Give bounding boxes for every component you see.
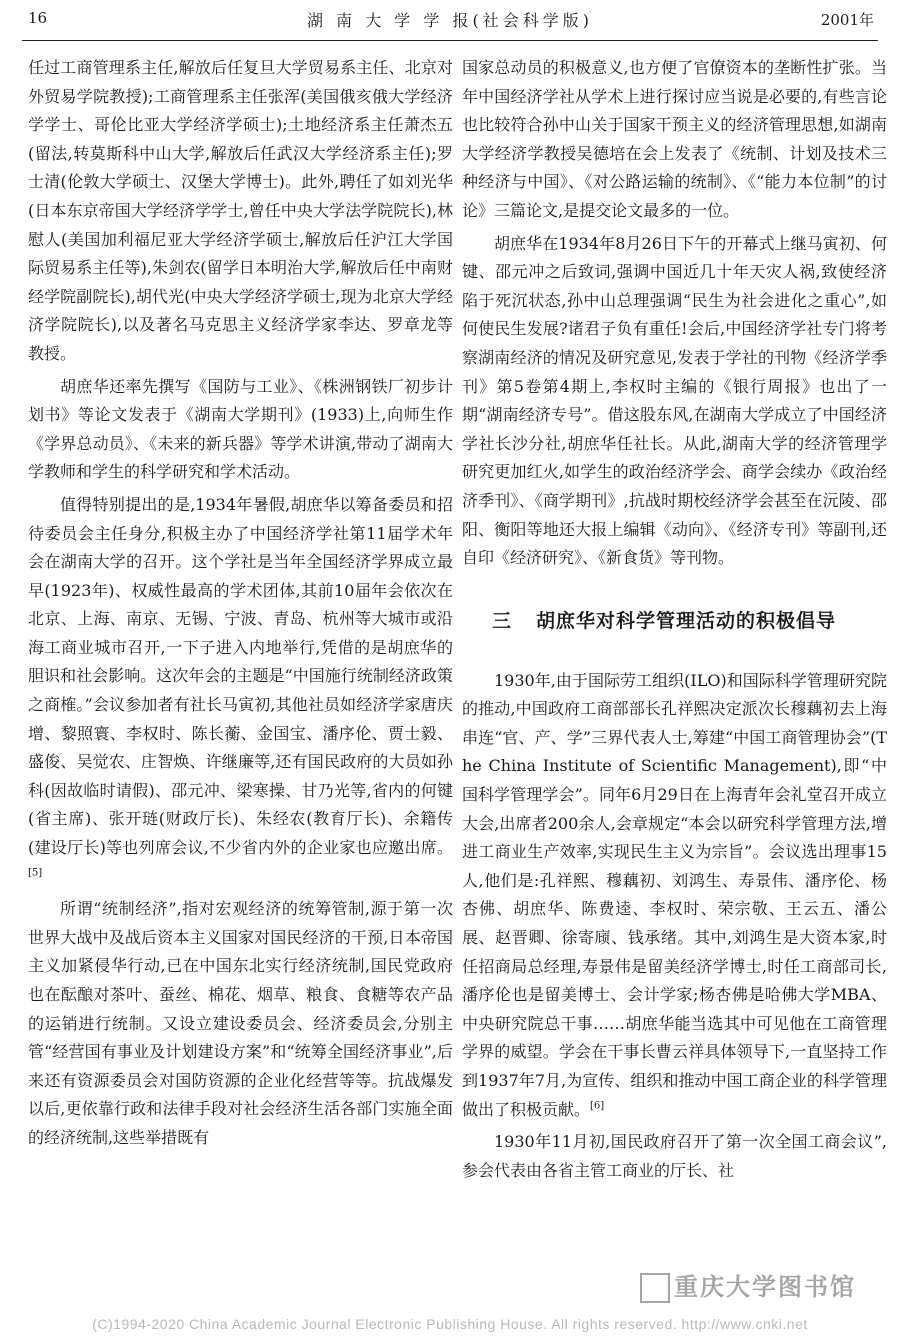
paragraph: [462, 667, 887, 1125]
paragraph-text: 1930年,由于国际劳工组织(ILO)和国际科学管理研究院的推动,中国政府工商部部长孔祥熙决定派次长穆藕初去上海串连“官、产、学”三界代表人士,筹建“中国工商管理协会”(The China Institute of Scientific Management),即“中国科学管理学会”。同年6月29日在上海青年会礼堂召开成立大会,出席者200余人,会章规定“本会以研究科学管理方法,增进工商业生产效率,实现民生主义为宗旨”。会议选出理事15人,他们是:孔祥熙、穆藕初、刘鸿生、寿景伟、潘序伦、杨杏佛、胡庶华、陈费逵、李权时、荣宗敬、王云五、潘公展、赵晋卿、徐寄庼、钱承绪。其中,刘鸿生是大资本家,时任招商局总经理,寿景伟是留美经济学博士,时任工商部司长,潘序伦也是留美博士、会计学家;杨杏佛是哈佛大学MBA、中央研究院总干事……胡庶华能当选其中可见他在工商管理学界的威望。学会在干事长曹云祥具体领导下,一直坚持工作到1937年7月,为宣传、组织和推动中国工商企业的科学管理做出了积极贡献。: [462, 670, 887, 1119]
citation: [6]: [590, 1100, 605, 1112]
library-watermark: [640, 1267, 880, 1307]
paragraph: 胡庶华在1934年8月26日下午的开幕式上继马寅初、何键、邵元冲之后致词,强调中国近几十年天灾人祸,致使经济陷于死沉状态,孙中山总理强调“民生为社会进化之重心”,如何使民生发展?诸君子负有重任!会后,中国经济学社专门将考察湖南经济的情况及研究意见,发表于学社的刊物《经济学季刊》第5卷第4期上,李权时主编的《银行周报》也出了一期“湖南经济专号”。借这股东风,在湖南大学成立了中国经济学社长沙分社,胡庶华任社长。从此,湖南大学的经济管理学研究更加红火,如学生的政治经济学会、商学会续办《政治经济季刊》、《商学期刊》,抗战时期校经济学会甚至在沅陵、邵阳、衡阳等地还大报上编辑《动向》、《经济专刊》等副刊,还自印《经济研究》、《新食货》等刊物。: [462, 233, 887, 568]
section-heading: [462, 607, 887, 635]
watermark-text: 重庆大学图书馆: [674, 1273, 856, 1301]
paragraph: [28, 491, 453, 891]
journal-title: 湖 南 大 学 学 报(社会科学版): [307, 11, 593, 30]
page-number: 16: [28, 9, 48, 27]
paragraph: 任过工商管理系主任,解放后任复旦大学贸易系主任、北京对外贸易学院教授);工商管理系主任张浑(美国俄亥俄大学经济学学士、哥伦比亚大学经济学硕士);土地经济系主任萧杰五(留法,转莫斯科中山大学,解放后任武汉大学经济系主任);罗士清(伦敦大学硕士、汉堡大学博士)。此外,聘任了如刘光华(日本东京帝国大学经济学学士,曾任中央大学法学院院长),林慰人(美国加利福尼亚大学经济学硕士,解放后任沪江大学国际贸易系主任等),朱剑农(留学日本明治大学,解放后任中南财经学院副院长),胡代光(中央大学经济学硕士,现为北京大学经济学院院长),以及著名马克思主义经济学家李达、罗章龙等教授。: [28, 58, 453, 363]
page-header: [22, 0, 878, 41]
paragraph: 胡庶华还率先撰写《国防与工业》、《株洲钢铁厂初步计划书》等论文发表于《湖南大学期刊》(1933)上,向师生作《学界总动员》、《未来的新兵器》等学术讲演,带动了湖南大学教师和学生的科学研究和学术活动。: [28, 376, 453, 482]
paragraph: 所谓“统制经济”,指对宏观经济的统筹管制,源于第一次世界大战中及战后资本主义国家对国民经济的干预,日本帝国主义加紧侵华行动,已在中国东北实行经济统制,国民党政府也在酝酿对茶叶、蚕丝、棉花、烟草、粮食、食糖等农产品的运销进行统制。又设立建设委员会、经济委员会,分别主管“经营国有事业及计划建设方案”和“统筹全国经济事业”,后来还有资源委员会对国防资源的企业化经营等等。抗战爆发以后,更依靠行政和法律手段对社会经济生活各部门实施全面的经济统制,这些举措既有: [28, 899, 453, 1147]
section-number: 三: [492, 609, 513, 632]
citation: [5]: [28, 867, 43, 879]
paragraph-text: 值得特别提出的是,1934年暑假,胡庶华以筹备委员和招待委员会主任身分,积极主办了中国经济学社第11届学术年会在湖南大学的召开。这个学社是当年全国经济学界成立最早(1923年)、权威性最高的学术团体,其前10届年会依次在北京、上海、南京、无锡、宁波、青岛、杭州等大城市或沿海工商业城市召开,一下子进入内地举行,凭借的是胡庶华的胆识和社会影响。这次年会的主题是“中国施行统制经济政策之商榷。”会议参加者有社长马寅初,其他社员如经济学家唐庆增、黎照寰、李权时、陈长蘅、金国宝、潘序伦、贾士毅、盛俊、吴觉农、庄智焕、许继廉等,还有国民政府的大员如孙科(因故临时请假)、邵元冲、梁寒操、甘乃光等,省内的何键(省主席)、张开琏(财政厅长)、朱经农(教育厅长)、余籍传(建设厅长)等也列席会议,不少省内外的企业家也应邀出席。: [28, 494, 453, 858]
copyright-notice: (C)1994-2020 China Academic Journal Electronic Publishing House. All rights reserved. http://www.cnki.net: [92, 1316, 808, 1332]
library-logo-icon: [640, 1273, 670, 1303]
paragraph: 国家总动员的积极意义,也方便了官僚资本的垄断性扩张。当年中国经济学社从学术上进行探讨应当说是必要的,有些言论也比较符合孙中山关于国家干预主义的经济管理思想,如湖南大学经济学教授吴德培在会上发表了《统制、计划及技术三种经济与中国》、《对公路运输的统制》、《“能力本位制”的讨论》三篇论文,是提交论文最多的一位。: [462, 58, 887, 220]
right-column: [462, 54, 887, 1185]
left-column: [28, 54, 453, 1153]
header-year: 2001年: [820, 11, 874, 29]
section-title: 胡庶华对科学管理活动的积极倡导: [536, 609, 837, 632]
paragraph: 1930年11月初,国民政府召开了第一次全国工商会议”,参会代表由各省主管工商业的厅长、社: [462, 1132, 887, 1180]
